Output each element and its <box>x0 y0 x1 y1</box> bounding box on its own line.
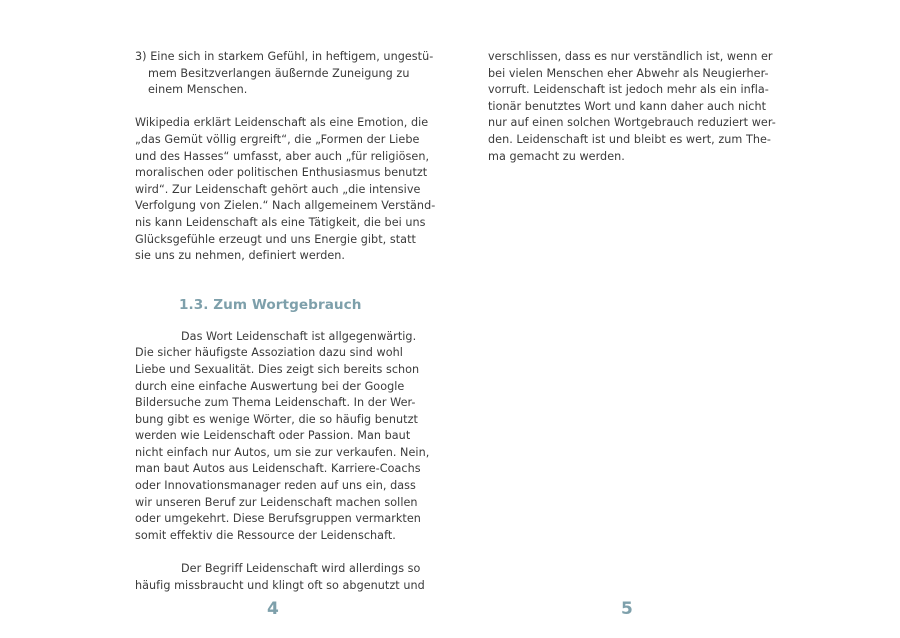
text-line: wir unseren Beruf zur Leidenschaft machen sollen <box>135 495 418 509</box>
text-line: häufig missbraucht und klingt oft so abgenutzt und <box>135 578 425 592</box>
section-heading: 1.3. Zum Wortgebrauch <box>179 296 362 313</box>
text-line: nis kann Leidenschaft als eine Tätigkeit, die bei uns <box>135 215 426 229</box>
text-line: nicht einfach nur Autos, um sie zur verkaufen. Nein, <box>135 445 430 459</box>
text-line: Liebe und Sexualität. Dies zeigt sich bereits schon <box>135 362 420 376</box>
text-line: „das Gemüt völlig ergreift“, die „Formen der Liebe <box>135 132 420 146</box>
text-line: bung gibt es wenige Wörter, die so häufig benutzt <box>135 412 418 426</box>
right-page <box>450 0 900 638</box>
continuation-paragraph <box>488 49 778 165</box>
text-line: durch eine einfache Auswertung bei der Google <box>135 379 405 393</box>
text-line: Der Begriff Leidenschaft wird allerdings so <box>181 562 421 576</box>
wortgebrauch-paragraph <box>135 329 430 545</box>
text-line: bei vielen Menschen eher Abwehr als Neugierher- <box>488 66 769 80</box>
text-line: somit effektiv die Ressource der Leidenschaft. <box>135 528 396 542</box>
text-line: mem Besitzverlangen äußernde Zuneigung zu <box>148 66 410 80</box>
page-number-right: 5 <box>621 599 633 619</box>
text-line: oder Innovationsmanager reden auf uns ein, dass <box>135 479 416 493</box>
text-line: und des Hasses“ umfasst, aber auch „für religiösen, <box>135 149 430 163</box>
text-line: Das Wort Leidenschaft ist allgegenwärtig. <box>181 329 417 343</box>
text-line: man baut Autos aus Leidenschaft. Karriere-Coachs <box>135 462 421 476</box>
text-line: oder umgekehrt. Diese Berufsgruppen vermarkten <box>135 512 421 526</box>
begriff-paragraph <box>135 561 425 594</box>
text-line: ma gemacht zu werden. <box>488 149 625 163</box>
text-line: wird“. Zur Leidenschaft gehört auch „die intensive <box>135 182 421 196</box>
text-line: einem Menschen. <box>148 83 248 97</box>
left-text-column <box>135 49 436 594</box>
text-line: moralischen oder politischen Enthusiasmus benutzt <box>135 166 428 180</box>
definition-list-item <box>135 49 434 99</box>
text-line: verschlissen, dass es nur verständlich ist, wenn er <box>488 50 773 63</box>
text-line: nur auf einen solchen Wortgebrauch reduziert wer- <box>488 116 776 130</box>
text-line: Verfolgung von Zielen.“ Nach allgemeinem Verständ- <box>135 199 436 213</box>
text-line: tionär benutztes Wort und kann daher auch nicht <box>488 99 767 113</box>
text-line: den. Leidenschaft ist und bleibt es wert, zum The- <box>488 132 772 146</box>
text-line: 3) Eine sich in starkem Gefühl, in heftigem, ungestü- <box>135 50 434 63</box>
text-line: sie uns zu nehmen, definiert werden. <box>135 249 346 263</box>
text-line: Bildersuche zum Thema Leidenschaft. In der Wer- <box>135 396 416 410</box>
wikipedia-paragraph <box>135 115 436 264</box>
page-number-left: 4 <box>267 599 279 619</box>
text-line: Glücksgefühle erzeugt und uns Energie gibt, statt <box>135 232 416 246</box>
right-text-column <box>488 49 778 165</box>
text-line: Wikipedia erklärt Leidenschaft als eine Emotion, die <box>135 116 429 130</box>
text-line: vorruft. Leidenschaft ist jedoch mehr als ein infla- <box>488 83 769 97</box>
text-line: Die sicher häufigste Assoziation dazu sind wohl <box>135 346 403 360</box>
text-line: werden wie Leidenschaft oder Passion. Man baut <box>135 429 411 443</box>
